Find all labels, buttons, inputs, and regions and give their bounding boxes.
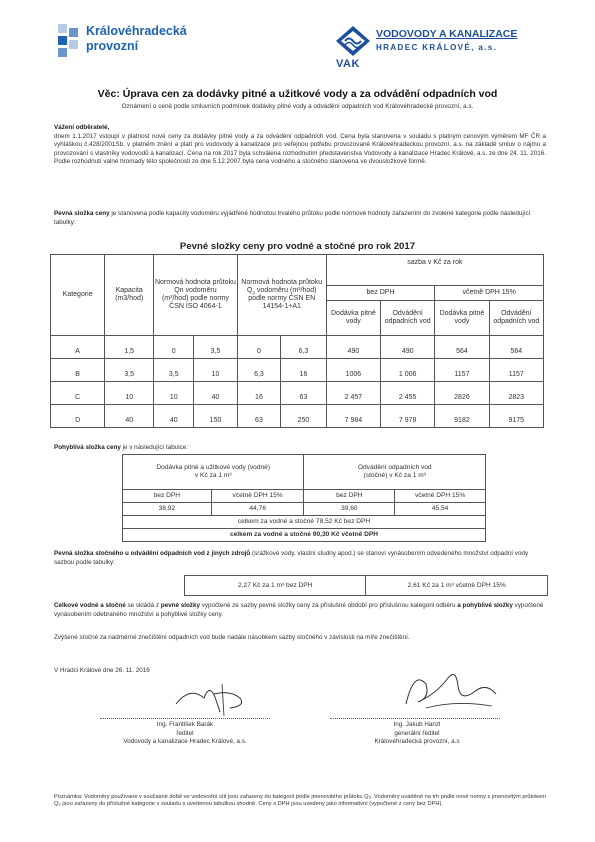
fixed-part-text: je stanovena podle kapacity vodoměru vyjádřené hodnotou trvalého průtoku podle normové hodnoty zařazením do zvolené kategorie podle následující tabulky:: [54, 210, 531, 226]
cell-qn-to: 40: [194, 382, 237, 405]
supply-header: [123, 455, 304, 490]
cell-category: B: [51, 359, 105, 382]
vak-logo: [336, 22, 536, 78]
supply-value-no-vat: 38,92: [123, 503, 212, 516]
cell-q3-from: 0: [237, 336, 280, 359]
total-label3: a pohyblivé složky: [457, 602, 513, 609]
cell-qn-from: 10: [154, 382, 194, 405]
kh-logo-icon: [58, 24, 80, 60]
table-row: [51, 382, 544, 405]
col-capacity: Kapacita (m3/hod): [105, 255, 154, 336]
cell-qn-from: 40: [154, 405, 194, 428]
cell-category: C: [51, 382, 105, 405]
total-vat: celkem za vodné a stočné 90,30 Kč včetně DPH: [123, 529, 486, 542]
other-sources-text: (srážkové vody, vlastní studny apod.) se stanoví vynásobením odvedeného množství odpadní vody sazbou podle tabulky:: [54, 550, 529, 566]
cell-capacity: 1,5: [105, 336, 154, 359]
kh-logo-line1: Královéhradecká: [86, 24, 187, 38]
table-row: [51, 405, 544, 428]
variable-part-text: je v následující tabulce:: [120, 444, 189, 451]
col-qn-unit: (m³/hod): [161, 295, 189, 302]
other-sources-label: Pevná složka stočného u odvádění odpadních vod z jiných zdrojů: [54, 550, 251, 557]
signature-line-right: [330, 718, 500, 719]
cell-supply-vat: 1157: [435, 359, 489, 382]
total-label: Celkové vodné a stočné: [54, 602, 126, 609]
total-text2: vypočtené ze sazby pevné složky ceny za příslušné období pro příslušnou kategorii odběru: [199, 602, 458, 609]
cell-capacity: 3,5: [105, 359, 154, 382]
fixed-price-table: [50, 254, 544, 428]
intro-block: [54, 124, 546, 167]
cell-q3-to: 6,3: [281, 336, 327, 359]
drain-header-text2: (stočné) v Kč za 1 m³: [363, 472, 426, 479]
signatory-right: [322, 721, 512, 747]
cell-supply-no-vat: 2 457: [326, 382, 380, 405]
total-text1: se skládá z: [125, 602, 161, 609]
cell-q3-from: 63: [237, 405, 280, 428]
col-qn: [154, 255, 238, 336]
other-sources-paragraph: [54, 550, 546, 567]
cell-drain-vat: 1157: [489, 359, 543, 382]
subject-subtitle: Oznámení o ceně podle smluvních podmínek dodávky pitné vody a odvádění odpadních vod Královéhradecké provozní, a.s.: [121, 103, 474, 110]
fixed-part-label: Pevná složka ceny: [54, 210, 110, 217]
col-q3-sub: 3: [252, 290, 255, 296]
cell-qn-from: 3,5: [154, 359, 194, 382]
cell-drain-no-vat: 7 978: [381, 405, 435, 428]
col-with-vat: včetně DPH 15%: [435, 286, 544, 301]
cell-drain-vat: 564: [489, 336, 543, 359]
footnote: Poznámka: Vodoměry používané v současné době ve vodovodní síti jsou zařazeny do kategorií podle jmenovitého průtoku Q₃. Vodoměry uváděné na trh podle nové normy s jmenovitým průtokem Q₃ jsou zařazeny do příslušné kategorie v souladu s uvedenou tabulkou shodně. Ceny s DPH jsou uvedeny jako informativní (vypočtené z ceny bez DPH).: [54, 794, 547, 808]
kh-logo-line2: provozní: [86, 39, 139, 53]
vak-name-line1: VODOVODY A KANALIZACE: [376, 28, 518, 40]
supply-header-text: Dodávka pitné a užitkové vody (vodné): [156, 464, 271, 471]
cell-drain-no-vat: 2 455: [381, 382, 435, 405]
fixed-part-intro: [54, 210, 546, 227]
cell-qn-to: 3,5: [194, 336, 237, 359]
kh-logo-text: [86, 24, 187, 54]
signatory-right-company: Královéhradecká provozní, a.s: [374, 738, 460, 745]
col-supply-no-vat: Dodávka pitné vody: [326, 301, 380, 336]
other-sources-no-vat: 2,27 Kč za 1 m³ bez DPH: [185, 576, 366, 596]
cell-q3-to: 250: [281, 405, 327, 428]
col-drain-no-vat: Odvádění odpadních vod: [381, 301, 435, 336]
total-paragraph: [54, 602, 546, 619]
col-without-vat: bez DPH: [326, 286, 435, 301]
col-category: Kategorie: [51, 255, 105, 336]
total-label2: pevné složky: [160, 602, 200, 609]
cell-supply-no-vat: 7 984: [326, 405, 380, 428]
cell-qn-to: 10: [194, 359, 237, 382]
cell-qn-to: 150: [194, 405, 237, 428]
table-row: [51, 359, 544, 382]
cell-category: A: [51, 336, 105, 359]
supply-unit-text: v Kč za 1 m³: [194, 472, 232, 479]
cell-drain-no-vat: 490: [381, 336, 435, 359]
cell-capacity: 40: [105, 405, 154, 428]
drain-col-vat: včetně DPH 15%: [395, 490, 486, 503]
total-text3: vypočtené vynásobením odebraného množství a pohyblivé složky ceny.: [54, 602, 544, 618]
cell-drain-no-vat: 1 006: [381, 359, 435, 382]
drain-col-no-vat: bez DPH: [304, 490, 395, 503]
col-q3-line1: Normová hodnota průtoku Q: [241, 278, 323, 294]
signatory-left-company: Vodovody a kanalizace Hradec Králové, a.s.: [123, 738, 247, 745]
cell-q3-from: 6,3: [237, 359, 280, 382]
cell-supply-vat: 564: [435, 336, 489, 359]
col-qn-line2: podle normy ČSN ISO 4064-1: [169, 295, 229, 311]
col-qn-line1: Normová hodnota průtoku Qn vodoměru: [154, 278, 236, 294]
intro-paragraph: dnem 1.1.2017 vstoupí v platnost nové ceny za dodávky pitné vody a za odvádění odpadních vod. Cena byla stanovena v souladu s platným cenovým výměrem MF ČR a vyhláškou č.428/2001Sb. v platném znění a platí pro vodovody a kanalizace pro veřejnou potřebu provozované Královéhradeckou provozní, a.s. na základě smluv o nájmu a provozování s vlastníky vodovodů a kanalizací. Cena na rok 2017 byla schválena rozhodnutím představenstva Vodovody a kanalizace Hradec Králové, a.s. ze dne 24. 11. 2016. Podle rozhodnutí valné hromady této společnosti ze dne 5.12.2007 byla cena vodného a stočného stanovena ve dvousložkové formě.: [54, 132, 546, 166]
signatory-right-name: Ing. Jakub Hanzl: [393, 721, 441, 728]
subject-heading: Věc: Úprava cen za dodávky pitné a užitkové vody a za odvádění odpadních vod: [97, 88, 498, 100]
signatory-left: [90, 721, 280, 747]
signatory-right-role: generální ředitel: [394, 729, 440, 737]
vak-emblem-icon: [336, 26, 370, 56]
other-sources-table: [184, 575, 548, 596]
increased-paragraph: Zvýšené stočné za nadměrné znečištění odpadních vod bude nadále násobkem sazby stočného v závislosti na míře znečištění.: [54, 634, 410, 641]
col-rate-header: sazba v Kč za rok: [326, 255, 543, 286]
drain-value-vat: 45,54: [395, 503, 486, 516]
variable-part-intro: [54, 444, 546, 453]
cell-supply-vat: 2826: [435, 382, 489, 405]
supply-value-vat: 44,76: [211, 503, 304, 516]
signature-barak-icon: [170, 676, 260, 718]
drain-header: [304, 455, 486, 490]
greeting: Vážení odběratelé,: [54, 124, 110, 131]
signature-hanzl-icon: [396, 664, 506, 714]
drain-header-text: Odvádění odpadních vod: [357, 464, 432, 471]
other-sources-vat: 2,61 Kč za 1 m³ včetně DPH 15%: [366, 576, 548, 596]
vak-letters: VAK: [336, 58, 360, 70]
cell-supply-no-vat: 490: [326, 336, 380, 359]
cell-capacity: 10: [105, 382, 154, 405]
col-q3: [237, 255, 326, 336]
drain-value-no-vat: 39,60: [304, 503, 395, 516]
cell-drain-vat: 2823: [489, 382, 543, 405]
table-row: [51, 336, 544, 359]
variable-price-table: [122, 454, 486, 542]
cell-q3-from: 16: [237, 382, 280, 405]
signatory-left-role: ředitel: [176, 729, 194, 737]
col-q3-line2: vodoměru (m³/hod) podle normy ČSN EN 14154-1+A1: [248, 286, 317, 311]
cell-supply-vat: 9182: [435, 405, 489, 428]
supply-col-no-vat: bez DPH: [123, 490, 212, 503]
col-drain-vat: Odvádění odpadních vod: [489, 301, 543, 336]
vak-name-line2: HRADEC KRÁLOVÉ, a.s.: [376, 43, 498, 52]
cell-q3-to: 63: [281, 382, 327, 405]
place-date: V Hradci Králové dne 26. 11. 2016: [54, 667, 150, 674]
cell-supply-no-vat: 1006: [326, 359, 380, 382]
total-no-vat: celkem za vodné a stočné 78,52 Kč bez DPH: [123, 516, 486, 529]
supply-col-vat: včetně DPH 15%: [211, 490, 304, 503]
cell-drain-vat: 9175: [489, 405, 543, 428]
variable-part-label: Pohyblivá složka ceny: [54, 444, 121, 451]
signatory-left-name: Ing. František Barák: [156, 721, 214, 728]
table1-title: Pevné složky ceny pro vodné a stočné pro rok 2017: [179, 241, 416, 252]
col-supply-vat: Dodávka pitné vody: [435, 301, 489, 336]
signature-line-left: [100, 718, 270, 719]
cell-qn-from: 0: [154, 336, 194, 359]
cell-q3-to: 16: [281, 359, 327, 382]
cell-category: D: [51, 405, 105, 428]
